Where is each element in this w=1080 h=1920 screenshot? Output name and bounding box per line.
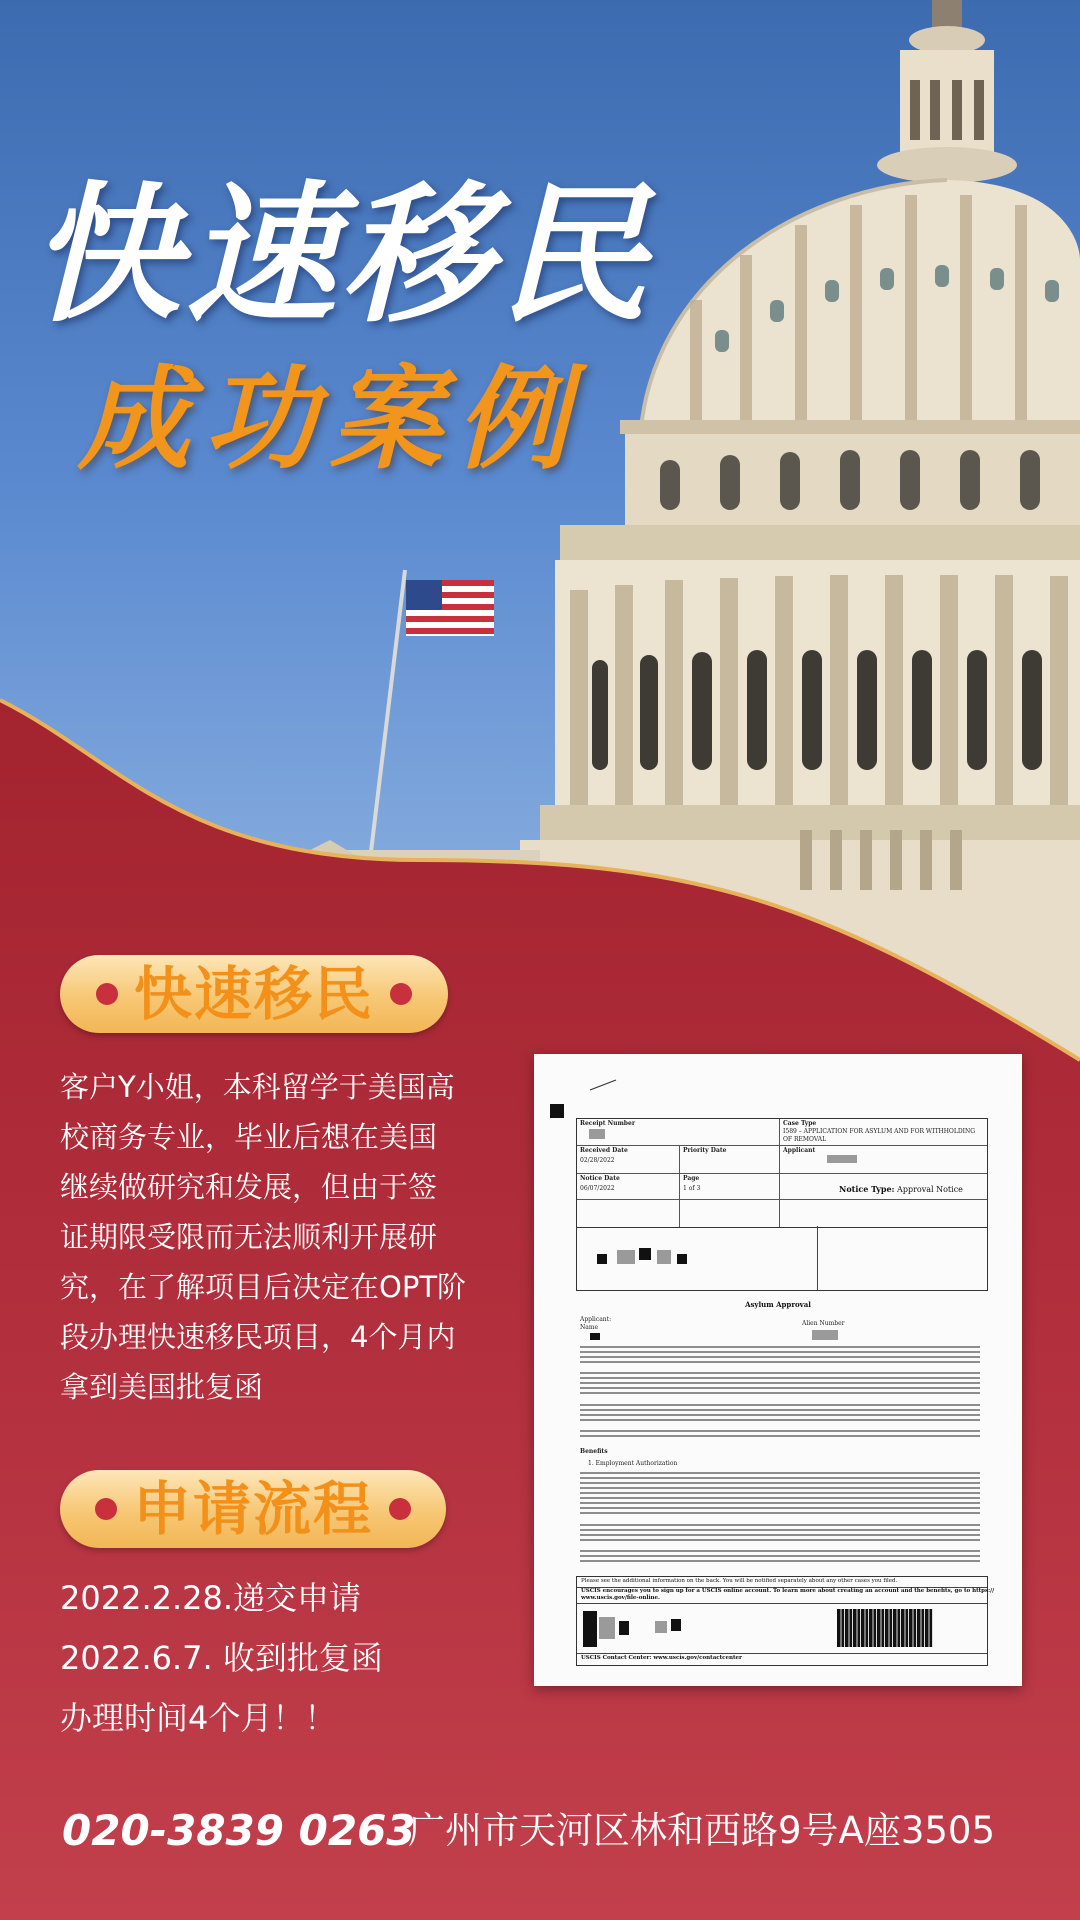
notice-date-label: Notice Date: [580, 1175, 620, 1182]
redaction-block: [589, 1129, 605, 1139]
notice-header-table: [576, 1118, 988, 1228]
contact-phone: 020-3839 0263: [62, 1806, 416, 1855]
priority-date-label: Priority Date: [683, 1147, 727, 1154]
notice-type: Notice Type: Approval Notice: [839, 1184, 963, 1194]
notice-footer: [576, 1576, 995, 1666]
redaction-block: [583, 1611, 597, 1647]
case-type-label: Case Type: [783, 1120, 817, 1127]
body-paragraph: [580, 1430, 980, 1440]
redaction-block: [657, 1250, 671, 1264]
qr-code-icon: [550, 1104, 564, 1118]
redaction-block: [639, 1248, 651, 1260]
redaction-block: [671, 1619, 681, 1631]
process-step: 2022.2.28.递交申请: [60, 1579, 362, 1617]
section-pill-intro: [60, 955, 448, 1033]
redaction-block: [599, 1617, 615, 1639]
redaction-block: [677, 1254, 687, 1264]
name-label: Name: [580, 1324, 599, 1331]
page-value: 1 of 3: [683, 1185, 701, 1192]
process-step: 办理时间4个月！！: [60, 1699, 337, 1737]
body-paragraph: [580, 1524, 980, 1544]
case-type: I589 – APPLICATION FOR ASYLUM AND FOR WITHHOLDING OF REMOVAL: [783, 1128, 976, 1143]
footer-contact: USCIS Contact Center: www.uscis.gov/contactcenter: [581, 1655, 742, 1661]
redaction-block: [827, 1155, 857, 1163]
approval-notice-document: [534, 1054, 1022, 1686]
applicant-label: Applicant: [783, 1147, 816, 1154]
poster-title: 快速移民: [30, 167, 655, 343]
process-steps: [60, 1568, 520, 1748]
page-label: Page: [683, 1175, 700, 1182]
story-line: 拿到美国批复函: [60, 1370, 264, 1404]
story-line: 究，在了解项目后决定在OPT阶: [60, 1270, 467, 1304]
body-paragraph: [580, 1404, 980, 1424]
story-line: 客户Y小姐，本科留学于美国高: [60, 1070, 455, 1104]
story-line: 校商务专业，毕业后想在美国: [60, 1120, 438, 1154]
poster-subtitle: 成功案例: [78, 354, 582, 485]
redaction-block: [655, 1621, 667, 1633]
footer-line-3: www.uscis.gov/file-online.: [581, 1595, 660, 1601]
applicant-name-label: Applicant:: [580, 1316, 612, 1323]
barcode-icon: [837, 1609, 933, 1647]
redaction-block: [619, 1621, 629, 1635]
receipt-number-label: Receipt Number: [580, 1120, 635, 1127]
redaction-block: [617, 1250, 635, 1264]
alien-number-label: Alien Number: [802, 1320, 845, 1327]
dot-icon: [96, 983, 118, 1005]
redaction-block: [812, 1330, 838, 1340]
footer-line-2: USCIS encourages you to sign up for a USCIS online account. To learn more about creating an account and the benefits, go to https://: [581, 1588, 995, 1594]
pill-label: 申请流程: [132, 1475, 373, 1543]
pill-label: 快速移民: [133, 960, 374, 1028]
case-story: [60, 1062, 520, 1412]
received-date-label: Received Date: [580, 1147, 628, 1154]
received-date: 02/28/2022: [580, 1157, 615, 1164]
contact-address: 广州市天河区林和西路9号A座3505: [408, 1809, 996, 1852]
story-line: 继续做研究和发展，但由于签: [60, 1170, 438, 1204]
employment-label: 1. Employment Authorization: [588, 1460, 678, 1467]
body-paragraph: [580, 1472, 980, 1517]
redaction-block: [597, 1254, 607, 1264]
story-line: 段办理快速移民项目，4个月内: [60, 1320, 456, 1354]
notice-address-box: [576, 1226, 988, 1291]
notice-date: 06/07/2022: [580, 1185, 615, 1192]
process-step: 2022.6.7. 收到批复函: [60, 1639, 383, 1677]
dot-icon: [390, 983, 412, 1005]
body-paragraph: [580, 1346, 980, 1366]
footer-line-1: Please see the additional information on the back. You will be notified separately about any other cases you filed.: [581, 1578, 898, 1584]
pen-mark-icon: [588, 1078, 618, 1092]
story-line: 证期限受限而无法顺利开展研: [60, 1220, 438, 1254]
asylum-approval-heading: Asylum Approval: [745, 1300, 811, 1309]
section-pill-process: [60, 1470, 446, 1548]
redaction-block: [590, 1333, 600, 1340]
dot-icon: [389, 1498, 411, 1520]
body-paragraph: [580, 1372, 980, 1397]
dot-icon: [95, 1498, 117, 1520]
benefits-label: Benefits: [580, 1448, 608, 1455]
body-paragraph: [580, 1550, 980, 1565]
